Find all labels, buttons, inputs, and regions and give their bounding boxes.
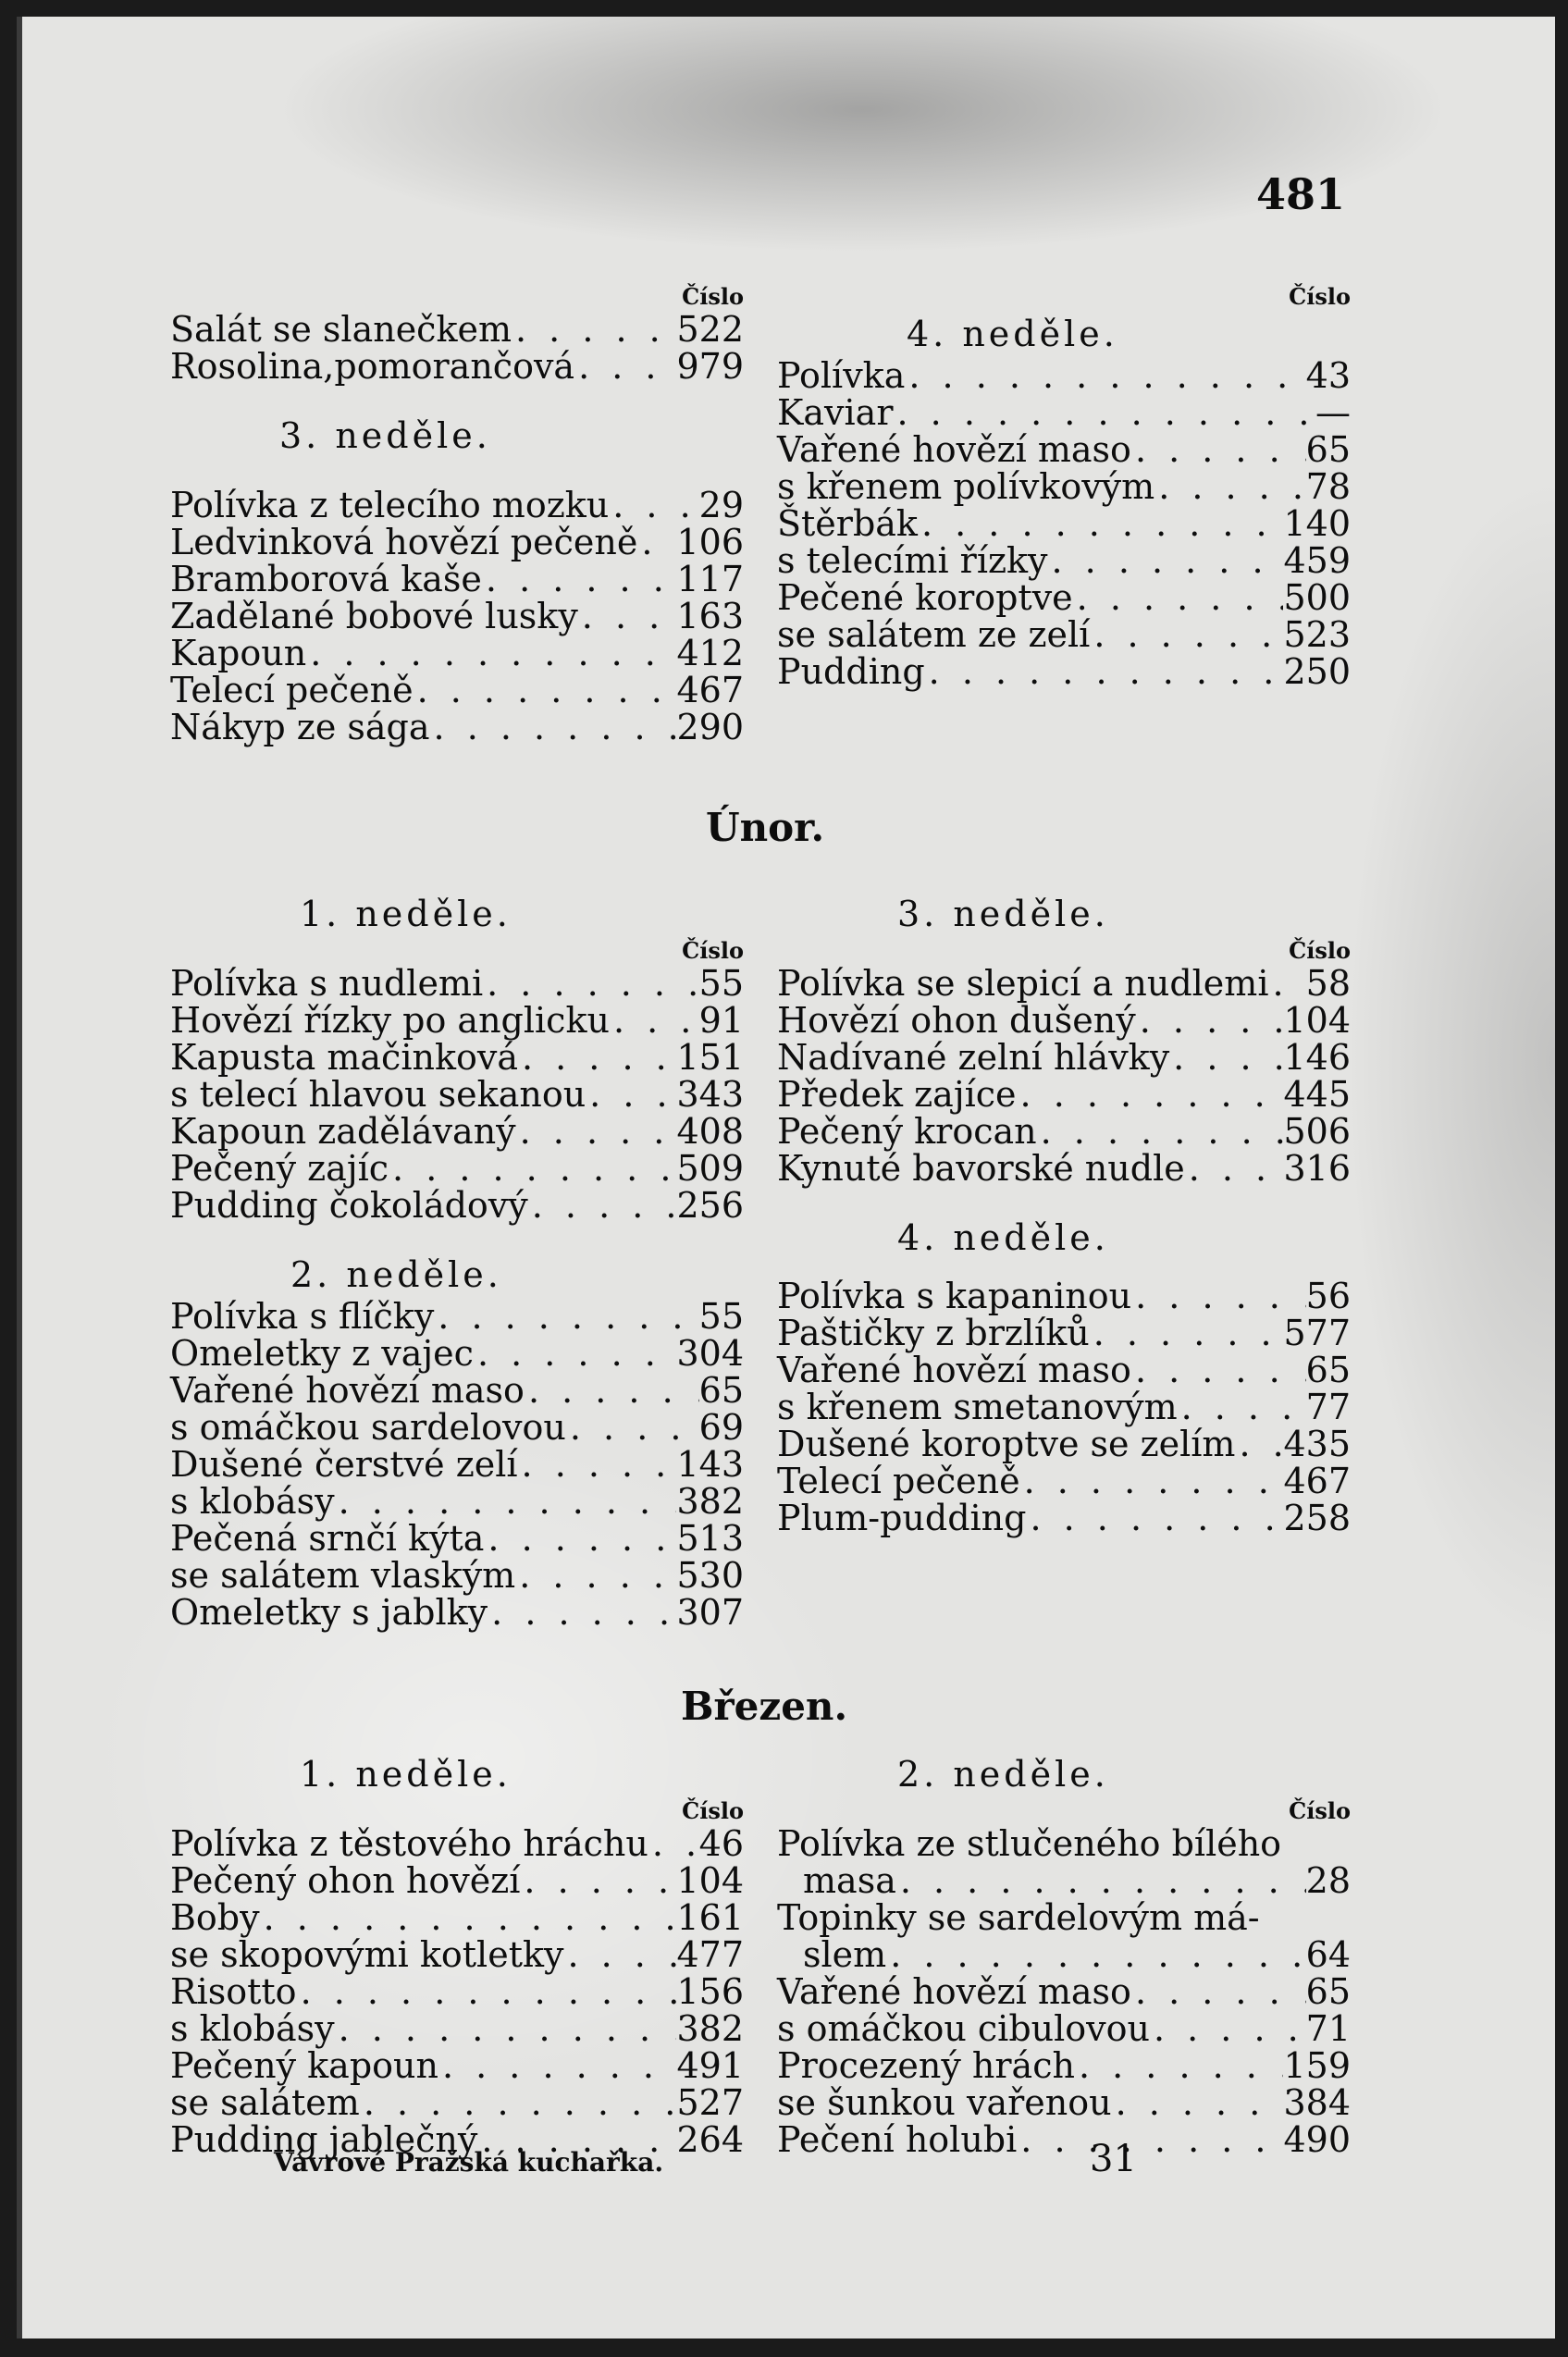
leader-dots bbox=[905, 357, 1305, 394]
recipe-number: 477 bbox=[676, 1934, 744, 1975]
leader-dots bbox=[609, 487, 698, 524]
dish-name: Dušené koroptve se zelím bbox=[777, 1424, 1236, 1464]
leader-dots bbox=[1090, 1314, 1284, 1351]
week-heading: 3. neděle. bbox=[897, 894, 1109, 934]
recipe-number: 78 bbox=[1305, 466, 1351, 507]
leader-dots bbox=[1112, 2084, 1284, 2121]
recipe-number: 163 bbox=[676, 596, 744, 636]
recipe-number: 56 bbox=[1305, 1276, 1351, 1316]
dish-name: Boby bbox=[170, 1897, 260, 1938]
recipe-number: 46 bbox=[698, 1823, 744, 1864]
menu-entry bbox=[777, 2047, 1351, 2084]
recipe-number: 384 bbox=[1283, 2082, 1351, 2123]
leader-dots bbox=[1048, 542, 1284, 579]
dish-name: Polívka s flíčky bbox=[170, 1296, 435, 1337]
leader-dots bbox=[474, 1335, 677, 1372]
cislo-label: Číslo bbox=[682, 937, 744, 964]
recipe-number: 577 bbox=[1283, 1313, 1351, 1353]
leader-dots bbox=[1268, 965, 1305, 1002]
menu-entry bbox=[777, 2010, 1351, 2047]
month-heading-february: Únor. bbox=[706, 805, 825, 850]
menu-entry bbox=[777, 1388, 1351, 1425]
leader-dots bbox=[1017, 2121, 1283, 2158]
leader-dots bbox=[1017, 1076, 1284, 1113]
dish-name: Nákyp ze sága bbox=[170, 707, 430, 747]
menu-entry bbox=[170, 1372, 744, 1409]
leader-dots bbox=[1075, 2047, 1284, 2084]
recipe-number: 146 bbox=[1283, 1037, 1351, 1078]
week-heading: 1. neděle. bbox=[300, 1754, 512, 1795]
cislo-label: Číslo bbox=[1289, 937, 1351, 964]
dish-name: Omeletky s jablky bbox=[170, 1592, 488, 1633]
dish-name: se salátem bbox=[170, 2082, 360, 2123]
dish-name: Bramborová kaše bbox=[170, 559, 482, 599]
jan-week3-list bbox=[170, 487, 744, 746]
dish-name: Vařené hovězí maso bbox=[170, 1370, 525, 1411]
leader-dots bbox=[648, 1825, 699, 1862]
menu-entry bbox=[777, 542, 1351, 579]
recipe-number: 459 bbox=[1283, 540, 1351, 581]
leader-dots bbox=[925, 653, 1284, 690]
recipe-number: 530 bbox=[676, 1555, 744, 1596]
recipe-number: 140 bbox=[1283, 503, 1351, 544]
recipe-number: — bbox=[1315, 392, 1351, 433]
recipe-number: 527 bbox=[676, 2082, 744, 2123]
leader-dots bbox=[518, 1446, 677, 1483]
dish-name: Kynuté bavorské nudle bbox=[777, 1148, 1185, 1189]
menu-entry bbox=[170, 1409, 744, 1446]
dish-name: Kapoun zadělávaný bbox=[170, 1111, 516, 1152]
menu-entry bbox=[170, 2047, 744, 2084]
menu-entry bbox=[777, 1076, 1351, 1113]
menu-entry bbox=[777, 357, 1351, 394]
menu-entry bbox=[170, 348, 744, 385]
recipe-number: 77 bbox=[1305, 1387, 1351, 1427]
leader-dots bbox=[1131, 431, 1306, 468]
leader-dots bbox=[1073, 579, 1284, 616]
recipe-number: 65 bbox=[698, 1370, 744, 1411]
dish-name: s omáčkou sardelovou bbox=[170, 1407, 566, 1448]
recipe-number: 382 bbox=[676, 1481, 744, 1522]
recipe-number: 343 bbox=[676, 1074, 744, 1115]
recipe-number: 264 bbox=[676, 2119, 744, 2160]
dish-name: Paštičky z brzlíků bbox=[777, 1313, 1090, 1353]
leader-dots bbox=[637, 524, 676, 561]
menu-entry bbox=[170, 487, 744, 524]
jan-top-list bbox=[170, 311, 744, 385]
leader-dots bbox=[297, 1973, 677, 2010]
recipe-number: 91 bbox=[698, 1000, 744, 1041]
menu-entry bbox=[777, 579, 1351, 616]
recipe-number: 106 bbox=[676, 522, 744, 562]
leader-dots bbox=[1037, 1113, 1284, 1150]
leader-dots bbox=[482, 561, 677, 598]
dish-name: Polívka bbox=[777, 355, 906, 396]
menu-entry bbox=[777, 1462, 1351, 1499]
recipe-number: 55 bbox=[698, 1296, 744, 1337]
menu-entry bbox=[170, 1446, 744, 1483]
mar-left-column bbox=[170, 1751, 744, 2158]
dish-name: s křenem polívkovým bbox=[777, 466, 1155, 507]
dish-name: Zadělané bobové lusky bbox=[170, 596, 578, 636]
recipe-number: 445 bbox=[1283, 1074, 1351, 1115]
recipe-number: 161 bbox=[676, 1897, 744, 1938]
menu-entry bbox=[170, 1862, 744, 1899]
menu-entry bbox=[777, 1314, 1351, 1351]
dish-name: s omáčkou cibulovou bbox=[777, 2008, 1150, 2049]
recipe-number: 304 bbox=[676, 1333, 744, 1374]
dish-name: Štěrbák bbox=[777, 503, 918, 544]
menu-entry bbox=[777, 616, 1351, 653]
dish-name: Polívka z telecího mozku bbox=[170, 485, 610, 525]
leader-dots bbox=[488, 1594, 676, 1631]
leader-dots bbox=[335, 1483, 677, 1520]
feb-week4-list bbox=[777, 1277, 1351, 1536]
dish-name: Polívka se slepicí a nudlemi bbox=[777, 963, 1269, 1004]
leader-dots bbox=[886, 1936, 1305, 1973]
menu-entry bbox=[777, 1499, 1351, 1536]
week-heading: 4. neděle. bbox=[897, 1217, 1109, 1258]
menu-entry bbox=[777, 1002, 1351, 1039]
leader-dots bbox=[578, 598, 677, 635]
dish-name: se salátem vlaským bbox=[170, 1555, 516, 1596]
menu-entry bbox=[170, 1298, 744, 1335]
menu-entry bbox=[777, 431, 1351, 468]
menu-entry bbox=[777, 394, 1351, 431]
leader-dots bbox=[563, 1936, 676, 1973]
leader-dots bbox=[1020, 1462, 1284, 1499]
week-heading: 3. neděle. bbox=[279, 415, 491, 456]
menu-entry bbox=[170, 1936, 744, 1973]
menu-entry bbox=[170, 2010, 744, 2047]
dish-name: Hovězí ohon dušený bbox=[777, 1000, 1136, 1041]
menu-entry bbox=[777, 1425, 1351, 1462]
dish-name: Polívka s kapaninou bbox=[777, 1276, 1132, 1316]
leader-dots bbox=[430, 709, 677, 746]
dish-name: s telecí hlavou sekanou bbox=[170, 1074, 586, 1115]
dish-name: Pudding jablečný bbox=[170, 2119, 478, 2160]
dish-name: Předek zajíce bbox=[777, 1074, 1017, 1115]
dish-name: s klobásy bbox=[170, 1481, 335, 1522]
leader-dots bbox=[516, 1113, 677, 1150]
recipe-number: 258 bbox=[1283, 1498, 1351, 1538]
leader-dots bbox=[360, 2084, 677, 2121]
recipe-number: 506 bbox=[1283, 1111, 1351, 1152]
feb-week1-list bbox=[170, 965, 744, 1224]
menu-entry bbox=[170, 1187, 744, 1224]
recipe-number: 509 bbox=[676, 1148, 744, 1189]
leader-dots bbox=[1235, 1425, 1283, 1462]
leader-dots bbox=[306, 635, 676, 672]
dish-name: Risotto bbox=[170, 1971, 297, 2012]
menu-entry bbox=[170, 1825, 744, 1862]
recipe-number: 64 bbox=[1305, 1934, 1351, 1975]
dish-name: Pečený zajíc bbox=[170, 1148, 389, 1189]
recipe-number: 250 bbox=[1283, 651, 1351, 692]
week-heading: 1. neděle. bbox=[300, 894, 512, 934]
jan-left-column bbox=[170, 283, 744, 746]
dish-name: Pudding čokoládový bbox=[170, 1185, 528, 1226]
leader-dots bbox=[1154, 468, 1305, 505]
cislo-label: Číslo bbox=[682, 1797, 744, 1824]
feb-week3-list bbox=[777, 965, 1351, 1187]
leader-dots bbox=[335, 2010, 677, 2047]
feb-right-column bbox=[777, 891, 1351, 1536]
leader-dots bbox=[918, 505, 1284, 542]
recipe-number: 156 bbox=[676, 1971, 744, 2012]
dish-name: se šunkou vařenou bbox=[777, 2082, 1112, 2123]
page-spine-shadow bbox=[17, 17, 22, 2338]
menu-entry bbox=[170, 635, 744, 672]
feb-week2-list bbox=[170, 1298, 744, 1631]
dish-name: se salátem ze zelí bbox=[777, 614, 1091, 655]
menu-entry bbox=[170, 1899, 744, 1936]
menu-entry bbox=[170, 1335, 744, 1372]
leader-dots bbox=[1178, 1388, 1306, 1425]
menu-entry bbox=[170, 561, 744, 598]
dish-name: Topinky se sardelovým má- bbox=[777, 1897, 1260, 1938]
leader-dots bbox=[574, 348, 676, 385]
menu-entry bbox=[777, 965, 1351, 1002]
week-heading: 2. neděle. bbox=[290, 1254, 502, 1295]
leader-dots bbox=[896, 1862, 1306, 1899]
recipe-number: 307 bbox=[676, 1592, 744, 1633]
recipe-number: 382 bbox=[676, 2008, 744, 2049]
menu-entry bbox=[777, 653, 1351, 690]
week-heading: 2. neděle. bbox=[897, 1754, 1109, 1795]
dish-name: Kapoun bbox=[170, 633, 307, 673]
dish-name: Polívka ze stlučeného bílého bbox=[777, 1823, 1282, 1864]
recipe-number: 408 bbox=[676, 1111, 744, 1152]
dish-name: se skopovými kotletky bbox=[170, 1934, 564, 1975]
dish-name: Vařené hovězí maso bbox=[777, 1971, 1131, 2012]
recipe-number: 159 bbox=[1283, 2045, 1351, 2086]
mar-week1-list bbox=[170, 1825, 744, 2158]
leader-dots bbox=[1131, 1277, 1306, 1314]
menu-entry bbox=[777, 1113, 1351, 1150]
recipe-number: 467 bbox=[676, 670, 744, 710]
book-page bbox=[17, 17, 1555, 2338]
dish-name: Hovězí řízky po anglicku bbox=[170, 1000, 610, 1041]
leader-dots bbox=[1131, 1351, 1306, 1388]
leader-dots bbox=[1169, 1039, 1283, 1076]
recipe-number: 513 bbox=[676, 1518, 744, 1559]
menu-entry bbox=[170, 1520, 744, 1557]
dish-name: Pudding bbox=[777, 651, 925, 692]
dish-name: Rosolina,pomorančová bbox=[170, 346, 575, 387]
leader-dots bbox=[484, 1520, 676, 1557]
recipe-number: 500 bbox=[1283, 577, 1351, 618]
dish-name: masa bbox=[803, 1860, 896, 1901]
menu-entry bbox=[777, 1936, 1351, 1973]
menu-entry bbox=[170, 1039, 744, 1076]
leader-dots bbox=[512, 311, 676, 348]
dish-name: Pečení holubi bbox=[777, 2119, 1018, 2160]
recipe-number: 412 bbox=[676, 633, 744, 673]
menu-entry bbox=[170, 598, 744, 635]
menu-entry bbox=[777, 1899, 1351, 1936]
recipe-number: 523 bbox=[1283, 614, 1351, 655]
dish-name: Ledvinková hovězí pečeně bbox=[170, 522, 638, 562]
leader-dots bbox=[1131, 1973, 1306, 2010]
dish-name: Polívka z těstového hráchu bbox=[170, 1823, 648, 1864]
menu-entry bbox=[170, 1557, 744, 1594]
recipe-number: 65 bbox=[1305, 1350, 1351, 1390]
dish-name: Telecí pečeně bbox=[777, 1461, 1020, 1501]
menu-entry bbox=[777, 1825, 1351, 1862]
mar-right-column bbox=[777, 1751, 1351, 2158]
recipe-number: 69 bbox=[698, 1407, 744, 1448]
month-heading-march: Březen. bbox=[681, 1684, 848, 1729]
leader-dots bbox=[586, 1076, 676, 1113]
signature-mark: 31 bbox=[1090, 2138, 1137, 2180]
dish-name: Dušené čerstvé zelí bbox=[170, 1444, 518, 1485]
menu-entry bbox=[170, 672, 744, 709]
leader-dots bbox=[483, 965, 699, 1002]
recipe-number: 65 bbox=[1305, 1971, 1351, 2012]
recipe-number: 29 bbox=[698, 485, 744, 525]
feb-left-column bbox=[170, 891, 744, 1631]
dish-name: Kaviar bbox=[777, 392, 894, 433]
dish-name: Telecí pečeně bbox=[170, 670, 414, 710]
leader-dots bbox=[1150, 2010, 1306, 2047]
recipe-number: 151 bbox=[676, 1037, 744, 1078]
dish-name: Pečené koroptve bbox=[777, 577, 1073, 618]
menu-entry bbox=[777, 1039, 1351, 1076]
menu-entry bbox=[777, 2121, 1351, 2158]
recipe-number: 256 bbox=[676, 1185, 744, 1226]
recipe-number: 491 bbox=[676, 2045, 744, 2086]
jan-right-column bbox=[777, 283, 1351, 690]
recipe-number: 71 bbox=[1305, 2008, 1351, 2049]
dish-name: Plum-pudding bbox=[777, 1498, 1027, 1538]
menu-entry bbox=[777, 505, 1351, 542]
menu-entry bbox=[170, 1594, 744, 1631]
cislo-label: Číslo bbox=[682, 283, 744, 310]
dish-name: Pečená srnčí kýta bbox=[170, 1518, 485, 1559]
leader-dots bbox=[610, 1002, 699, 1039]
leader-dots bbox=[1185, 1150, 1284, 1187]
recipe-number: 290 bbox=[676, 707, 744, 747]
recipe-number: 117 bbox=[676, 559, 744, 599]
menu-entry bbox=[170, 965, 744, 1002]
leader-dots bbox=[438, 2047, 676, 2084]
leader-dots bbox=[515, 1557, 676, 1594]
dish-name: Nadívané zelní hlávky bbox=[777, 1037, 1170, 1078]
recipe-number: 435 bbox=[1283, 1424, 1351, 1464]
cislo-label: Číslo bbox=[1289, 1797, 1351, 1824]
leader-dots bbox=[389, 1150, 676, 1187]
menu-entry bbox=[170, 2084, 744, 2121]
dish-name: s klobásy bbox=[170, 2008, 335, 2049]
menu-entry bbox=[170, 1002, 744, 1039]
menu-entry bbox=[170, 1483, 744, 1520]
cislo-label: Číslo bbox=[1289, 283, 1351, 310]
leader-dots bbox=[525, 1372, 699, 1409]
menu-entry bbox=[170, 1973, 744, 2010]
recipe-number: 104 bbox=[1283, 1000, 1351, 1041]
dish-name: Vařené hovězí maso bbox=[777, 429, 1131, 470]
week-heading: 4. neděle. bbox=[907, 314, 1118, 354]
menu-entry bbox=[170, 1150, 744, 1187]
leader-dots bbox=[434, 1298, 698, 1335]
recipe-number: 316 bbox=[1283, 1148, 1351, 1189]
recipe-number: 58 bbox=[1305, 963, 1351, 1004]
recipe-number: 28 bbox=[1305, 1860, 1351, 1901]
menu-entry bbox=[777, 1277, 1351, 1314]
mar-week2-list bbox=[777, 1825, 1351, 2158]
leader-dots bbox=[894, 394, 1316, 431]
menu-entry bbox=[777, 468, 1351, 505]
recipe-number: 467 bbox=[1283, 1461, 1351, 1501]
menu-entry bbox=[777, 2084, 1351, 2121]
leader-dots bbox=[518, 1039, 676, 1076]
recipe-number: 490 bbox=[1283, 2119, 1351, 2160]
recipe-number: 143 bbox=[676, 1444, 744, 1485]
menu-entry bbox=[777, 1973, 1351, 2010]
leader-dots bbox=[566, 1409, 699, 1446]
leader-dots bbox=[1136, 1002, 1284, 1039]
menu-entry bbox=[170, 311, 744, 348]
recipe-number: 65 bbox=[1305, 429, 1351, 470]
leader-dots bbox=[260, 1899, 677, 1936]
dish-name: Pečený krocan bbox=[777, 1111, 1037, 1152]
menu-entry bbox=[777, 1150, 1351, 1187]
menu-entry bbox=[170, 1113, 744, 1150]
dish-name: Procezený hrách bbox=[777, 2045, 1075, 2086]
dish-name: s telecími řízky bbox=[777, 540, 1048, 581]
recipe-number: 979 bbox=[676, 346, 744, 387]
menu-entry bbox=[170, 709, 744, 746]
dish-name: Salát se slanečkem bbox=[170, 309, 512, 350]
menu-entry bbox=[777, 1351, 1351, 1388]
dish-name: s křenem smetanovým bbox=[777, 1387, 1178, 1427]
leader-dots bbox=[520, 1862, 676, 1899]
dish-name: Pečený ohon hovězí bbox=[170, 1860, 521, 1901]
leader-dots bbox=[1026, 1499, 1283, 1536]
recipe-number: 55 bbox=[698, 963, 744, 1004]
leader-dots bbox=[1090, 616, 1283, 653]
menu-entry bbox=[170, 524, 744, 561]
menu-entry bbox=[777, 1862, 1351, 1899]
dish-name: Omeletky z vajec bbox=[170, 1333, 474, 1374]
recipe-number: 522 bbox=[676, 309, 744, 350]
menu-entry bbox=[170, 1076, 744, 1113]
page-number: 481 bbox=[1256, 169, 1346, 219]
leader-dots bbox=[528, 1187, 677, 1224]
dish-name: Vařené hovězí maso bbox=[777, 1350, 1131, 1390]
dish-name: Polívka s nudlemi bbox=[170, 963, 484, 1004]
dish-name: Pečený kapoun bbox=[170, 2045, 438, 2086]
recipe-number: 104 bbox=[676, 1860, 744, 1901]
recipe-number: 43 bbox=[1305, 355, 1351, 396]
dish-name: Kapusta mačinková bbox=[170, 1037, 518, 1078]
leader-dots bbox=[414, 672, 677, 709]
jan-week4-list bbox=[777, 357, 1351, 690]
dish-name: slem bbox=[803, 1934, 887, 1975]
book-footer: Vávrové Pražská kuchařka. bbox=[274, 2147, 664, 2178]
